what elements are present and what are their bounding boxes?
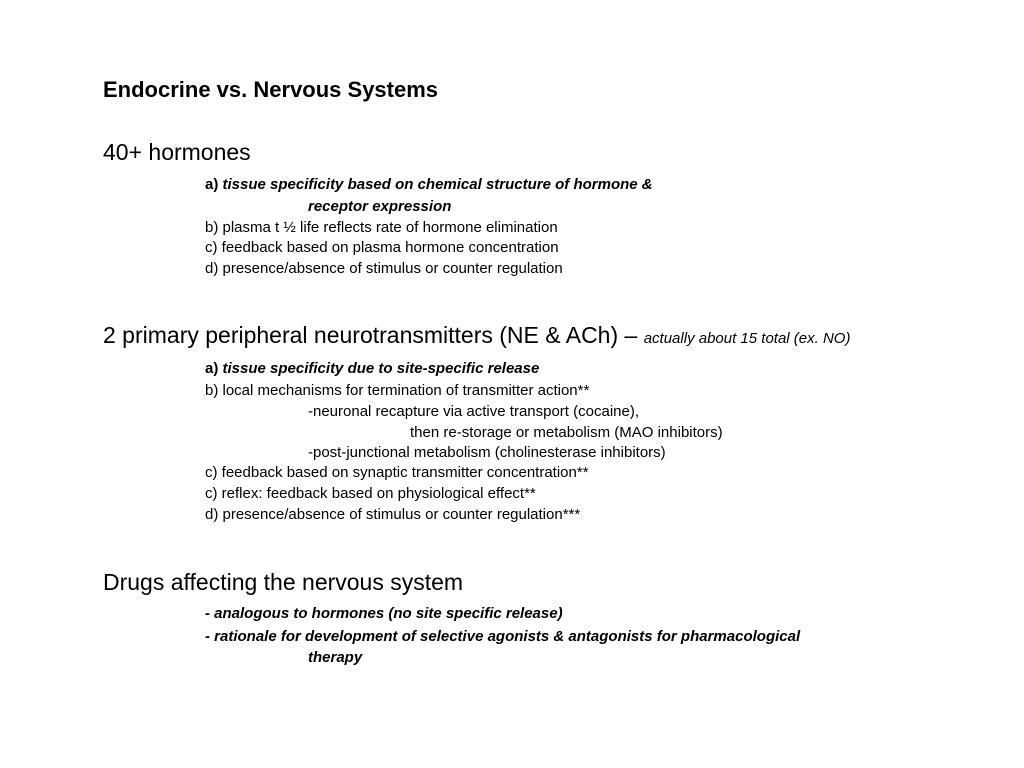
nervous-item-a-prefix: a) (205, 360, 219, 377)
nervous-item-d: d) presence/absence of stimulus or counter regulation*** (205, 506, 581, 523)
drugs-item-2-continuation: therapy (308, 649, 363, 666)
drugs-heading: Drugs affecting the nervous system (103, 569, 464, 595)
endocrine-item-b: b) plasma t ½ life reflects rate of hormone elimination (205, 219, 558, 236)
drugs-item-1: - analogous to hormones (no site specific release) (205, 605, 563, 622)
endocrine-item-d: d) presence/absence of stimulus or counter regulation (205, 260, 563, 277)
page-title: Endocrine vs. Nervous Systems (103, 77, 439, 102)
endocrine-item-a-text: tissue specificity based on chemical structure of hormone & (222, 176, 653, 193)
nervous-item-b-sub1: -neuronal recapture via active transport (cocaine), (308, 403, 639, 420)
endocrine-heading: 40+ hormones (103, 139, 251, 165)
nervous-heading-text: 2 primary peripheral neurotransmitters (NE & ACh) – (103, 322, 638, 348)
endocrine-item-a-continuation: receptor expression (308, 198, 452, 215)
nervous-item-b: b) local mechanisms for termination of transmitter action** (205, 382, 590, 399)
nervous-heading (103, 324, 850, 347)
nervous-item-c2: c) reflex: feedback based on physiological effect** (205, 485, 536, 502)
nervous-item-a (205, 361, 539, 376)
nervous-item-c: c) feedback based on synaptic transmitter concentration** (205, 464, 589, 481)
nervous-item-b-sub1-continuation: then re-storage or metabolism (MAO inhibitors) (410, 424, 723, 441)
nervous-item-b-sub2: -post-junctional metabolism (cholinesterase inhibitors) (308, 444, 666, 461)
nervous-heading-note: actually about 15 total (ex. NO) (643, 330, 851, 347)
nervous-item-a-text: tissue specificity due to site-specific release (222, 360, 540, 377)
drugs-item-2: - rationale for development of selective agonists & antagonists for pharmacological (205, 628, 801, 645)
endocrine-item-a (205, 177, 653, 192)
endocrine-item-c: c) feedback based on plasma hormone concentration (205, 239, 559, 256)
endocrine-item-a-prefix: a) (205, 176, 219, 193)
